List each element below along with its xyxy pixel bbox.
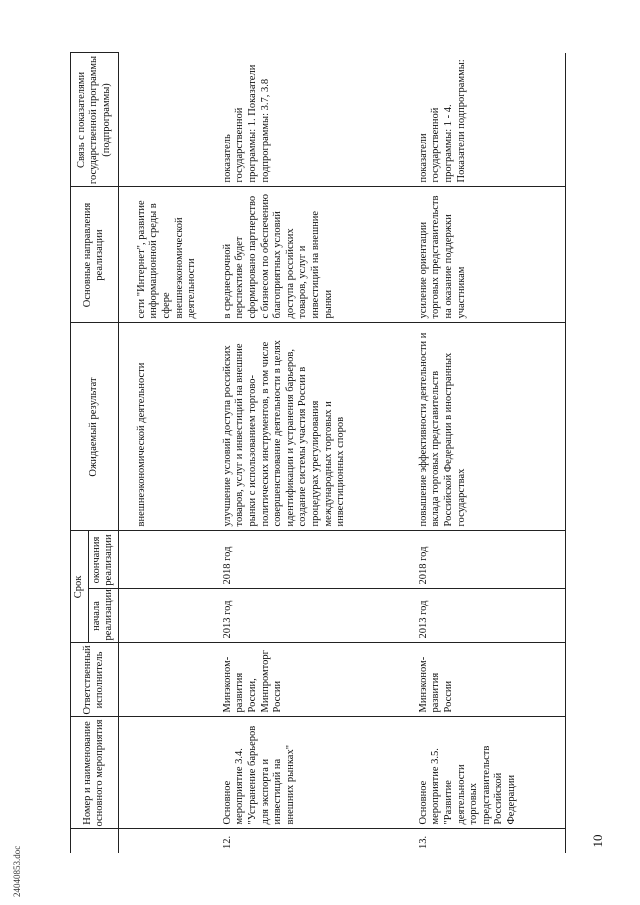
row-number	[133, 829, 219, 853]
row-end: 2018 год	[415, 531, 566, 589]
row-executor: Минэконом- развития России, Минпромторг России	[219, 643, 415, 717]
table-row	[133, 53, 219, 853]
spacer-row	[118, 53, 133, 853]
header-result: Ожидаемый результат	[71, 323, 119, 531]
row-number: 12.	[221, 835, 233, 849]
header-executor: Ответственный исполнитель	[71, 643, 119, 717]
program-table	[70, 52, 566, 853]
row-link	[133, 53, 219, 187]
row-number: 13.	[417, 835, 429, 849]
header-number-name: Номер и наименование основного мероприятия	[71, 717, 119, 829]
row-directions: сети "Интернет", развитие информационной среды в сфере внешнеэкономической деятельности	[133, 187, 219, 323]
table-row	[415, 53, 566, 853]
row-result: улучшение условий доступа российских товаров, услуг и инвестиций на внешние рынки с использованием торгово-политических инструментов, в том числе совершенствование деятельности в целях идентификации и устранения барьеров, создание системы участия России в процедурах урегулирования международных торговых и инвестиционных споров	[219, 323, 415, 531]
row-name: Основное мероприятие 3.5. "Развитие деятельности торговых представительств Российской Федерации	[415, 717, 566, 829]
header-row	[71, 53, 89, 853]
row-link: показатель государственной программы: 1. Показатели подпрограммы: 3.7, 3.8	[219, 53, 415, 187]
row-directions: в среднесрочной перспективе будет сформировано партнерство с бизнесом по обеспечению благоприятных условий доступа российских товаров, услуг и инвестиций на внешние рынки	[219, 187, 415, 323]
header-term: Срок	[71, 531, 89, 643]
row-end	[133, 531, 219, 589]
row-start: 2013 год	[219, 589, 415, 643]
table-row	[219, 53, 415, 853]
row-result: повышение эффективности деятельности и вклада торговых представительств Российской Федерации в иностранных государствах	[415, 323, 566, 531]
row-name: Основное мероприятие 3.4. "Устранение барьеров для экспорта и инвестиций на внешних рынках"	[219, 717, 415, 829]
row-end: 2018 год	[219, 531, 415, 589]
header-link: Связь с показателями государственной программы (подпрограммы)	[71, 53, 119, 187]
row-directions: усиление ориентации торговых представительств на оказание поддержки участникам	[415, 187, 566, 323]
footer-filename: 24040853.doc	[12, 845, 22, 897]
header-num	[71, 829, 119, 853]
header-end: окончания реализации	[88, 531, 118, 589]
row-result: внешнеэкономической деятельности	[133, 323, 219, 531]
row-name	[133, 717, 219, 829]
header-start: начала реализации	[88, 589, 118, 643]
row-link: показатели государственной программы: 1 - 4. Показатели подпрограммы:	[415, 53, 566, 187]
header-directions: Основные направления реализации	[71, 187, 119, 323]
page-number: 10	[590, 834, 605, 848]
row-start	[133, 589, 219, 643]
row-start: 2013 год	[415, 589, 566, 643]
row-executor	[133, 643, 219, 717]
row-executor: Минэконом- развития России	[415, 643, 566, 717]
